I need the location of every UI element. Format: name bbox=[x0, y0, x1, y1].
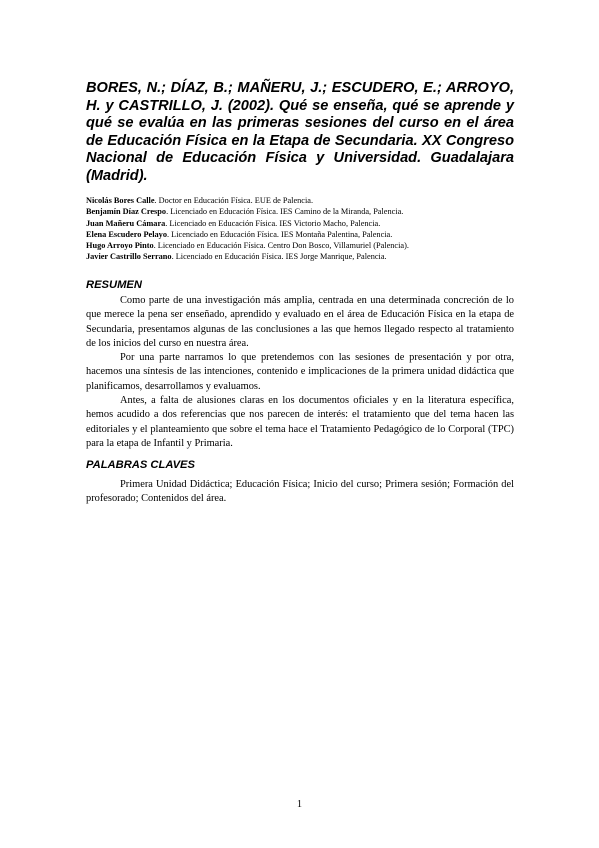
resumen-body bbox=[86, 294, 514, 451]
resumen-paragraph: Como parte de una investigación más amplia, centrada en una determinada concreción de lo que merece la pena ser enseñado, aprendido y evaluado en el área de Educación Física en la etapa de Secundaria, presentamos algunas de las conclusiones a las que hemos llegado respecto al tratamiento de los inicios del curso en nuestra área. bbox=[86, 295, 514, 349]
keywords-heading: PALABRAS CLAVES bbox=[86, 459, 195, 471]
author-entry bbox=[86, 206, 516, 217]
author-list bbox=[86, 195, 516, 263]
keywords-body bbox=[86, 478, 514, 507]
author-affiliation: . Licenciado en Educación Física. IES Jorge Manrique, Palencia. bbox=[171, 252, 387, 262]
author-affiliation: . Doctor en Educación Física. EUE de Palencia. bbox=[154, 196, 314, 205]
author-affiliation: . Licenciado en Educación Física. IES Montaña Palentina, Palencia. bbox=[166, 229, 393, 239]
resumen-paragraph: Antes, a falta de alusiones claras en los documentos oficiales y en la literatura específica, hemos acudido a dos referencias que nos parecen de interés: el tratamiento que del tema hacen las editoriales y el planteamiento que sobre el tema hace el Tratamiento Pedagógico de lo Corporal (TPC) para la etapa de Infantil y Primaria. bbox=[86, 395, 514, 449]
author-affiliation: . Licenciado en Educación Física. Centro Don Bosco, Villamuriel (Palencia). bbox=[153, 241, 409, 251]
author-entry bbox=[86, 218, 516, 229]
author-entry bbox=[86, 251, 516, 262]
keywords-text: Primera Unidad Didáctica; Educación Física; Inicio del curso; Primera sesión; Formación del profesorado; Contenidos del área. bbox=[86, 479, 514, 505]
paper-title: BORES, N.; DÍAZ, B.; MAÑERU, J.; ESCUDERO, E.; ARROYO, H. y CASTRILLO, J. (2002). Qué se enseña, qué se aprende y qué se evalúa en las primeras sesiones del curso en el área de Educación Física en la Etapa de Secundaria. XX Congreso Nacional de Educación Física y Universidad. Guadalajara (Madrid). bbox=[86, 80, 514, 184]
resumen-paragraph: Por una parte narramos lo que pretendemos con las sesiones de presentación y por otra, hacemos una síntesis de las intenciones, contenido e implicaciones de la primera unidad didáctica que planificamos, desarrollamos y evaluamos. bbox=[86, 352, 514, 392]
author-name: Nicolás Bores Calle bbox=[86, 196, 155, 205]
author-affiliation: . Licenciado en Educación Física. IES Camino de la Miranda, Palencia. bbox=[166, 207, 404, 217]
author-name: Hugo Arroyo Pinto bbox=[86, 241, 154, 251]
author-entry bbox=[86, 229, 516, 240]
resumen-heading: RESUMEN bbox=[86, 279, 142, 291]
author-entry bbox=[86, 195, 516, 206]
author-name: Elena Escudero Pelayo bbox=[86, 229, 167, 239]
author-name: Benjamín Díaz Crespo bbox=[86, 207, 167, 217]
page-number: 1 bbox=[296, 799, 303, 810]
author-entry bbox=[86, 240, 516, 251]
author-name: Juan Mañeru Cámara bbox=[86, 218, 166, 228]
author-affiliation: . Licenciado en Educación Física. IES Victorio Macho, Palencia. bbox=[165, 218, 381, 228]
author-name: Javier Castrillo Serrano bbox=[86, 252, 172, 262]
